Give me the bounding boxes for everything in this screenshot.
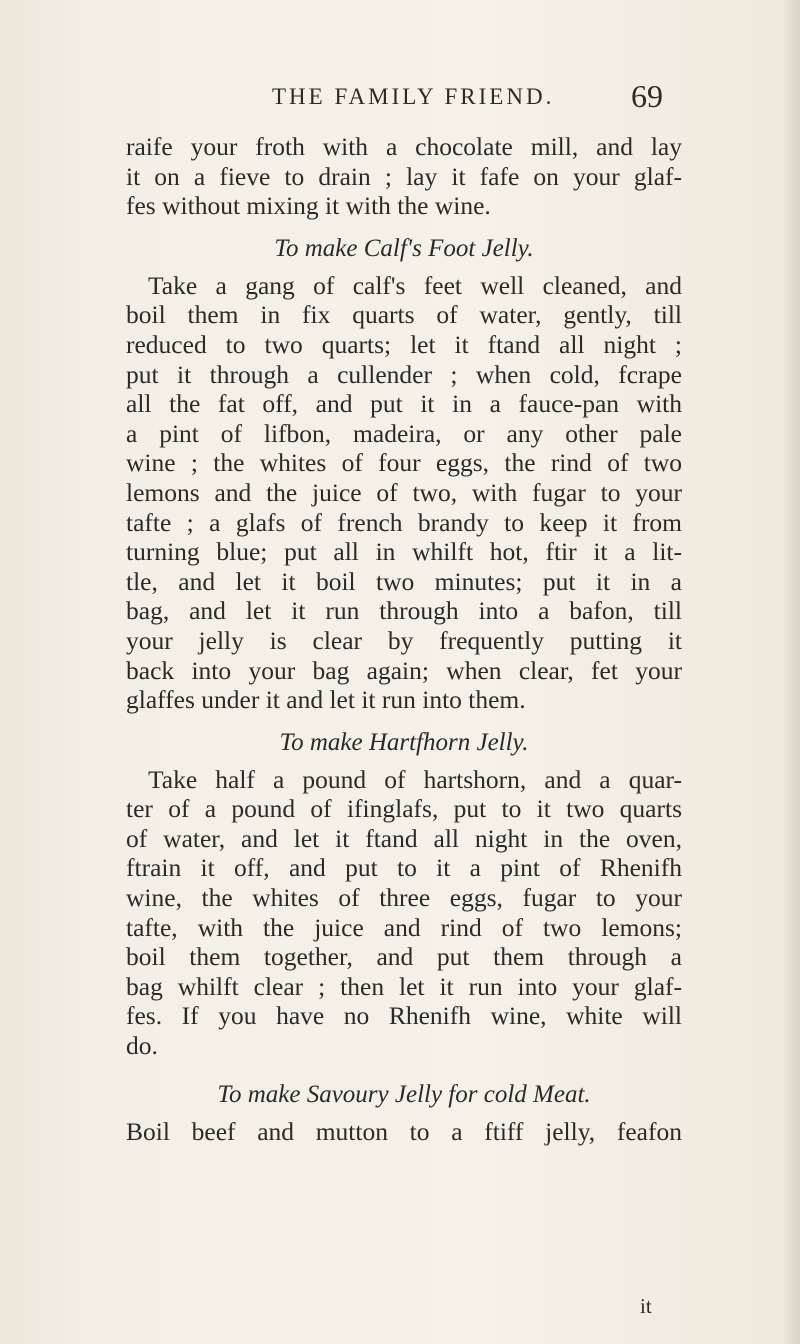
text-line: Take a gang of calf's feet well cleaned, and	[148, 270, 682, 300]
text-line: tafte, with the juice and rind of two lemons;	[126, 912, 682, 942]
text-line: raife your froth with a chocolate mill, and lay	[126, 132, 682, 161]
text-line: reduced to two quarts; let it ftand all night ;	[126, 329, 682, 359]
catchword: it	[640, 1294, 652, 1318]
text-line: your jelly is clear by frequently putting it	[126, 625, 682, 655]
text-line: wine, the whites of three eggs, fugar to your	[126, 883, 682, 913]
text-line: Boil beef and mutton to a ftiff jelly, feafon	[126, 1116, 682, 1146]
text-line: put it through a cullender ; when cold, fcrape	[126, 359, 682, 389]
recipe-heading-calfs-foot-jelly: To make Calf's Foot Jelly.	[274, 234, 534, 262]
text-line: boil them together, and put them through a	[126, 942, 682, 972]
text-line: tafte ; a glafs of french brandy to keep it from	[126, 507, 682, 537]
text-line: back into your bag again; when clear, fet your	[126, 655, 682, 685]
page-body	[126, 132, 682, 1146]
text-line: Take half a pound of hartshorn, and a quar-	[148, 764, 682, 794]
text-line: ter of a pound of ifinglafs, put to it two quarts	[126, 794, 682, 824]
page-number: 69	[631, 78, 663, 114]
text-line: wine ; the whites of four eggs, the rind of two	[126, 448, 682, 478]
page-header	[0, 78, 800, 122]
text-line: fes without mixing it with the wine.	[126, 191, 491, 221]
text-line: glaffes under it and let it run into them.	[126, 685, 526, 715]
text-line: bag whilft clear ; then let it run into your glaf-	[126, 971, 682, 1001]
text-line: a pint of lifbon, madeira, or any other pale	[126, 418, 682, 448]
recipe-heading-savoury-jelly: To make Savoury Jelly for cold Meat.	[217, 1080, 591, 1108]
text-line: tle, and let it boil two minutes; put it in a	[126, 566, 682, 596]
text-line: boil them in fix quarts of water, gently, till	[126, 300, 682, 330]
text-line: ftrain it off, and put to it a pint of Rhenifh	[126, 853, 682, 883]
text-line: fes. If you have no Rhenifh wine, white will	[126, 1001, 682, 1031]
recipe-heading-hartshorn-jelly: To make Hartfhorn Jelly.	[279, 728, 529, 756]
text-line: of water, and let it ftand all night in the oven,	[126, 823, 682, 853]
page-edge-shadow	[782, 0, 800, 1344]
running-title: THE FAMILY FRIEND.	[272, 84, 555, 109]
text-line: lemons and the juice of two, with fugar to your	[126, 477, 682, 507]
text-line: all the fat off, and put it in a fauce-pan with	[126, 389, 682, 419]
text-line: turning blue; put all in whilft hot, ftir it a lit-	[126, 537, 682, 567]
section-spacer	[126, 1061, 682, 1067]
text-line: it on a fieve to drain ; lay it fafe on your glaf-	[126, 161, 682, 191]
text-line: bag, and let it run through into a bafon, till	[126, 596, 682, 626]
text-line: do.	[126, 1031, 158, 1061]
